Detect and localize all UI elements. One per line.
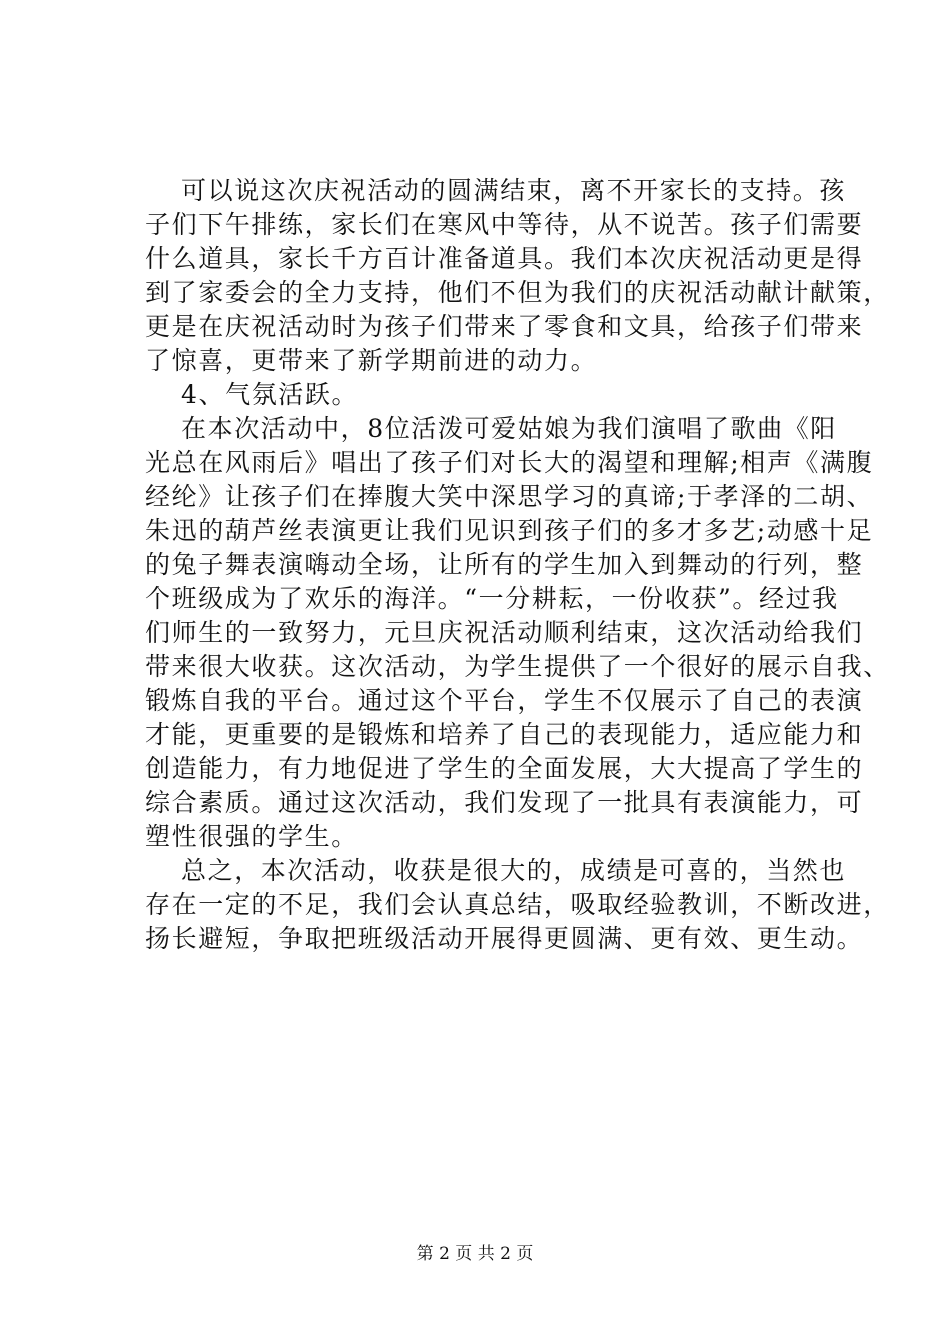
paragraph-line: 了惊喜，更带来了新学期前进的动力。 — [145, 346, 598, 375]
paragraph-line: 子们下午排练，家长们在寒风中等待，从不说苦。孩子们需要 — [145, 210, 864, 239]
paragraph-line: 什么道具，家长千方百计准备道具。我们本次庆祝活动更是得 — [145, 244, 864, 273]
paragraph-line: 个班级成为了欢乐的海洋。“一分耕耘，一份收获”。经过我 — [145, 584, 839, 613]
section-heading: 4、气氛活跃。 — [181, 380, 359, 409]
paragraph-line: 的兔子舞表演嗨动全场，让所有的学生加入到舞动的行列，整 — [145, 550, 864, 579]
body-text — [145, 174, 890, 956]
paragraph-line: 到了家委会的全力支持，他们不但为我们的庆祝活动献计献策， — [145, 278, 890, 307]
paragraph-line: 存在一定的不足，我们会认真总结，吸取经验教训，不断改进， — [145, 890, 890, 919]
paragraph-line: 锻炼自我的平台。通过这个平台，学生不仅展示了自己的表演 — [145, 686, 864, 715]
paragraph-line: 朱迅的葫芦丝表演更让我们见识到孩子们的多才多艺;动感十足 — [145, 516, 874, 545]
page-footer: 第 2 页 共 2 页 — [416, 1244, 534, 1264]
paragraph-line: 们师生的一致努力，元旦庆祝活动顺利结束，这次活动给我们 — [145, 618, 864, 647]
paragraph-line: 经纶》让孩子们在捧腹大笑中深思学习的真谛;于孝泽的二胡、 — [145, 482, 874, 511]
paragraph-line: 在本次活动中，8位活泼可爱姑娘为我们演唱了歌曲《阳 — [181, 414, 837, 443]
paragraph-line: 创造能力，有力地促进了学生的全面发展，大大提高了学生的 — [145, 754, 864, 783]
paragraph-line: 光总在风雨后》唱出了孩子们对长大的渴望和理解;相声《满腹 — [145, 448, 874, 477]
paragraph-line: 塑性很强的学生。 — [145, 822, 358, 851]
paragraph-line: 才能，更重要的是锻炼和培养了自己的表现能力，适应能力和 — [145, 720, 864, 749]
paragraph-line: 总之，本次活动，收获是很大的，成绩是可喜的，当然也 — [181, 856, 847, 885]
paragraph-line: 综合素质。通过这次活动，我们发现了一批具有表演能力，可 — [145, 788, 864, 817]
paragraph-line: 扬长避短，争取把班级活动开展得更圆满、更有效、更生动。 — [145, 924, 864, 953]
paragraph-line: 更是在庆祝活动时为孩子们带来了零食和文具，给孩子们带来 — [145, 312, 864, 341]
paragraph-line: 可以说这次庆祝活动的圆满结束，离不开家长的支持。孩 — [181, 176, 847, 205]
paragraph-line: 带来很大收获。这次活动，为学生提供了一个很好的展示自我、 — [145, 652, 890, 681]
